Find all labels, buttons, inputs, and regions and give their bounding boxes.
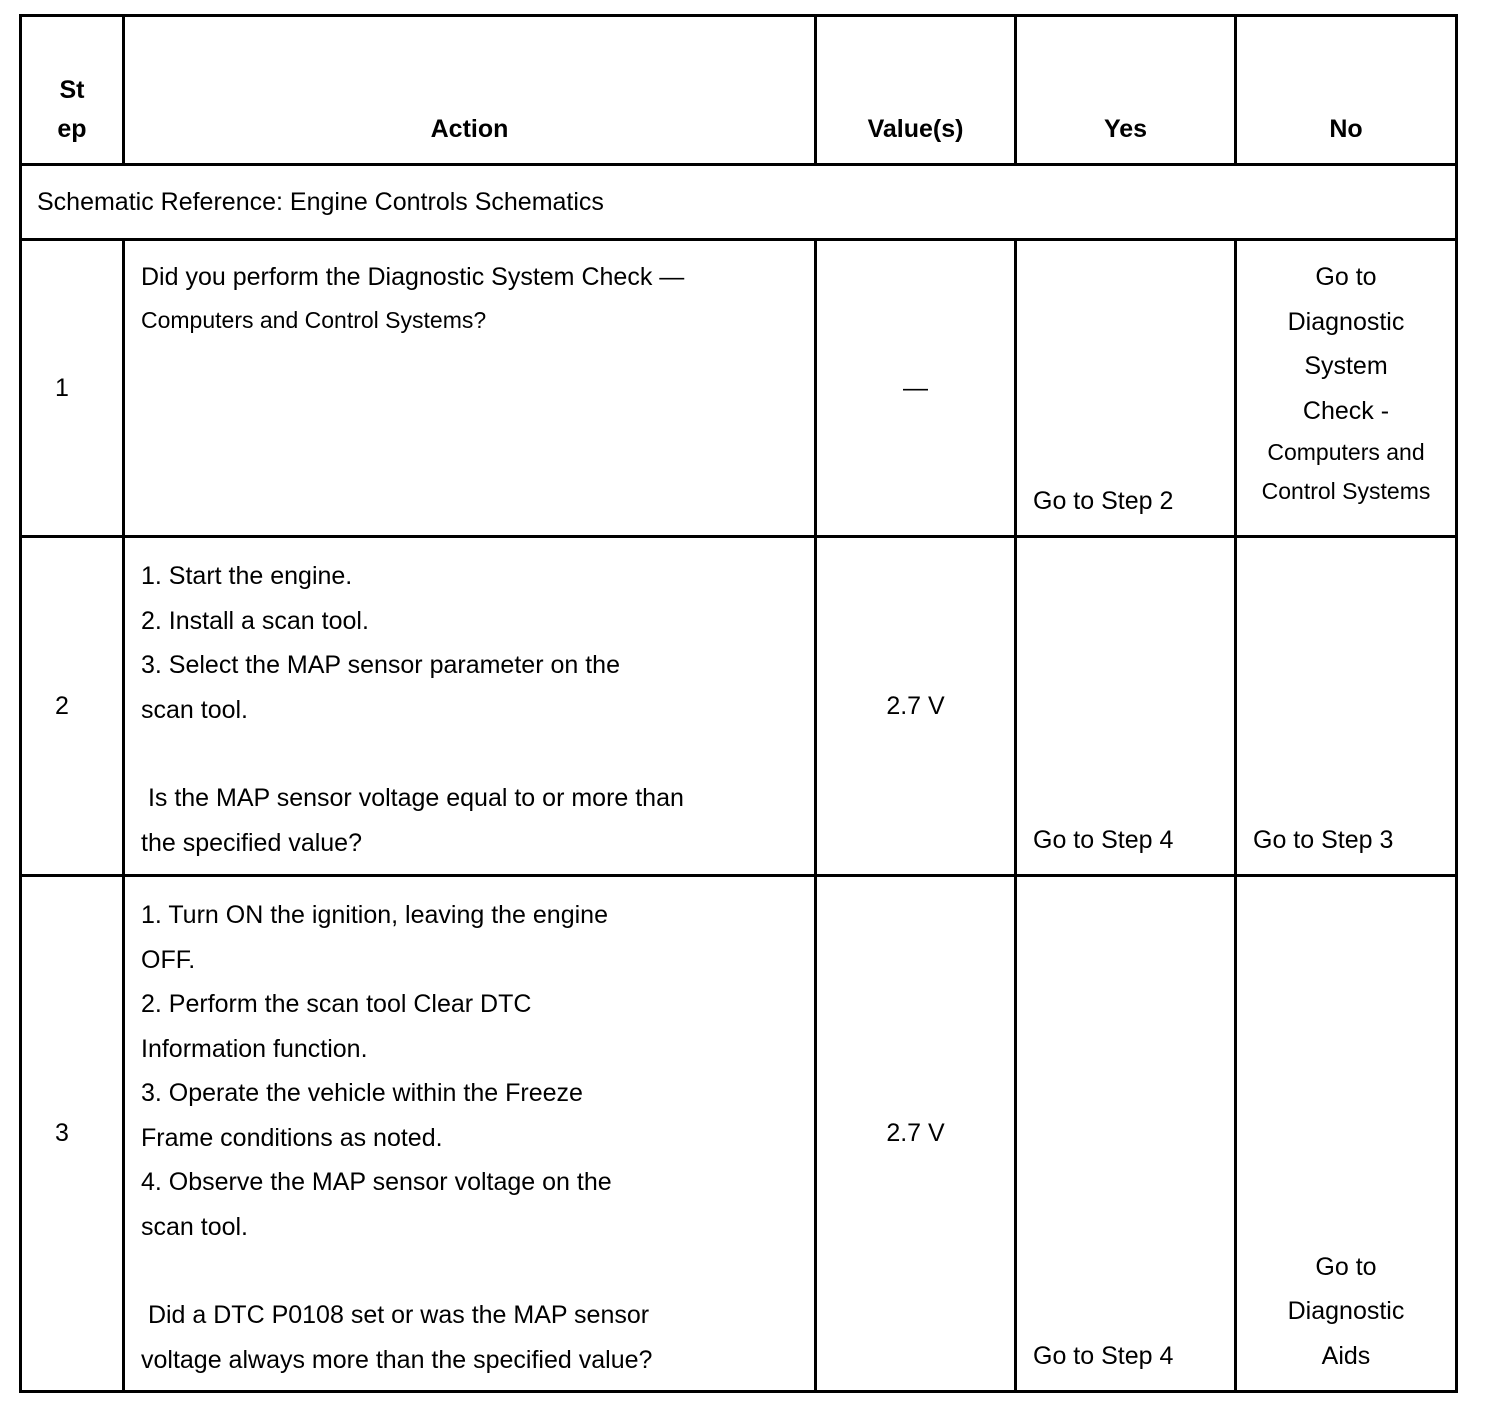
table-row (21, 876, 1457, 1392)
action-text: Computers and Control Systems? (141, 306, 487, 333)
no-cell: Go to Diagnostic Aids (1236, 876, 1457, 1392)
step-number: 2 (21, 537, 124, 876)
yes-cell: Go to Step 4 (1016, 537, 1236, 876)
yes-cell: Go to Step 4 (1016, 876, 1236, 1392)
diagnostic-table (19, 14, 1458, 1393)
schematic-reference: Schematic Reference: Engine Controls Schematics (21, 165, 1457, 240)
yes-cell: Go to Step 2 (1016, 240, 1236, 537)
header-step: St ep (21, 16, 124, 165)
header-yes: Yes (1016, 16, 1236, 165)
schematic-row (21, 165, 1457, 240)
step-number: 3 (21, 876, 124, 1392)
action-cell: 1. Turn ON the ignition, leaving the engine OFF. 2. Perform the scan tool Clear DTC Information function. 3. Operate the vehicle within the Freeze Frame conditions as noted. 4. Observe the MAP sensor voltage on the scan tool. Did a DTC P0108 set or was the MAP sensor voltage always more than the specified value? (124, 876, 816, 1392)
value-cell: 2.7 V (816, 537, 1016, 876)
value-cell: 2.7 V (816, 876, 1016, 1392)
no-cell: Go to Diagnostic System Check - Computers and Control Systems (1236, 240, 1457, 537)
header-values: Value(s) (816, 16, 1016, 165)
table-row (21, 537, 1457, 876)
step-number: 1 (21, 240, 124, 537)
action-cell (124, 240, 816, 537)
header-no: No (1236, 16, 1457, 165)
header-row (21, 16, 1457, 165)
table-row (21, 240, 1457, 537)
header-action: Action (124, 16, 816, 165)
value-cell: — (816, 240, 1016, 537)
no-cell: Go to Step 3 (1236, 537, 1457, 876)
action-text: Did you perform the Diagnostic System Check — (141, 263, 685, 291)
action-cell: 1. Start the engine. 2. Install a scan tool. 3. Select the MAP sensor parameter on the scan tool. Is the MAP sensor voltage equal to or more than the specified value? (124, 537, 816, 876)
